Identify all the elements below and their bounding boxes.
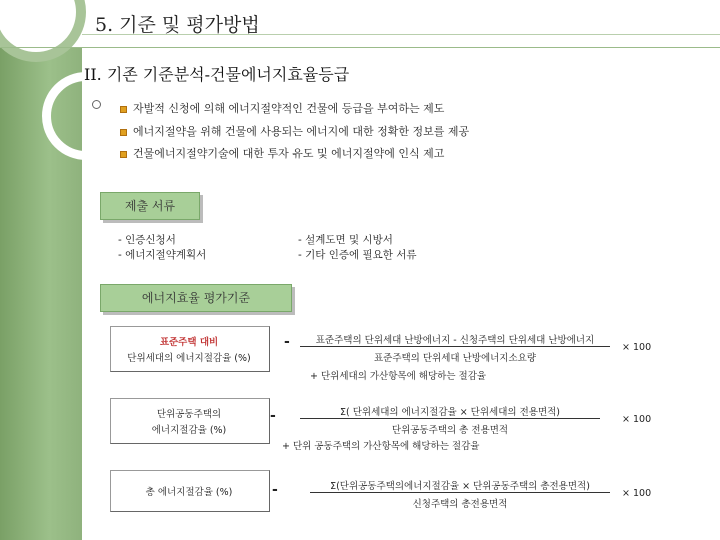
- formula-denominator: 표준주택의 단위세대 난방에너지소요량: [373, 353, 537, 364]
- bullet-item: [120, 123, 469, 139]
- bullet-circle-icon: [92, 100, 101, 109]
- formula-numerator: Σ(단위공동주택의에너지절감율 × 단위공동주택의 총전용면적): [330, 481, 590, 492]
- page-title: 5. 기준 및 평가방법: [95, 14, 260, 36]
- submission-label-box: 제출 서류: [100, 192, 200, 220]
- header-divider: [0, 47, 720, 48]
- bullet-item: [120, 100, 444, 116]
- formula-denominator: 신청주택의 총전용면적: [412, 499, 508, 510]
- section-subtitle: II. 기존 기준분석-건물에너지효율등급: [84, 65, 350, 84]
- formula-multiplier: × 100: [622, 342, 652, 353]
- bullet-square-icon: [120, 151, 127, 158]
- formula-addition: + 단위 공동주택의 가산항목에 해당하는 절감율: [282, 441, 480, 452]
- fraction-bar: [300, 418, 600, 419]
- bullet-square-icon: [120, 106, 127, 113]
- formula-label-text: 단위세대의 에너지절감율 (%): [127, 353, 251, 364]
- formula-label-text: 단위공동주택의: [156, 409, 222, 420]
- doc-item: - 인증신청서: [118, 234, 176, 246]
- formula-label-text: 에너지절감율 (%): [151, 425, 227, 436]
- doc-item: - 기타 인증에 필요한 서류: [298, 249, 417, 261]
- doc-item: - 에너지절약계획서: [118, 249, 207, 261]
- formula-dash: -: [270, 408, 276, 424]
- formula-multiplier: × 100: [622, 488, 652, 499]
- formula-multiplier: × 100: [622, 414, 652, 425]
- formula-numerator: 표준주택의 단위세대 난방에너지 - 신청주택의 단위세대 난방에너지: [315, 335, 595, 346]
- bullet-item: [120, 145, 444, 161]
- formula-numerator: Σ( 단위세대의 에너지절감율 × 단위세대의 전용면적): [339, 407, 560, 418]
- doc-item: - 설계도면 및 시방서: [298, 234, 393, 246]
- fraction-bar: [310, 492, 610, 493]
- formula-addition: + 단위세대의 가산항목에 해당하는 절감율: [310, 371, 487, 382]
- formula-dash: -: [272, 482, 278, 498]
- formula-label-text: 총 에너지절감율 (%): [145, 487, 233, 498]
- decorative-ring: [42, 72, 130, 160]
- criteria-label-box: 에너지효율 평가기준: [100, 284, 292, 312]
- bullet-text: 에너지절약을 위해 건물에 사용되는 에너지에 대한 정확한 정보를 제공: [133, 125, 470, 138]
- fraction-bar: [300, 346, 610, 347]
- formula-denominator: 단위공동주택의 총 전용면적: [391, 425, 509, 436]
- bullet-text: 건물에너지절약기술에 대한 투자 유도 및 에너지절약에 인식 제고: [133, 147, 445, 160]
- bullet-square-icon: [120, 129, 127, 136]
- formula-dash: -: [284, 334, 290, 350]
- formula-label-box: [110, 326, 270, 372]
- formula-label-box: [110, 398, 270, 444]
- formula-label-highlight: 표준주택 대비: [159, 337, 219, 348]
- bullet-text: 자발적 신청에 의해 에너지절약적인 건물에 등급을 부여하는 제도: [133, 102, 445, 115]
